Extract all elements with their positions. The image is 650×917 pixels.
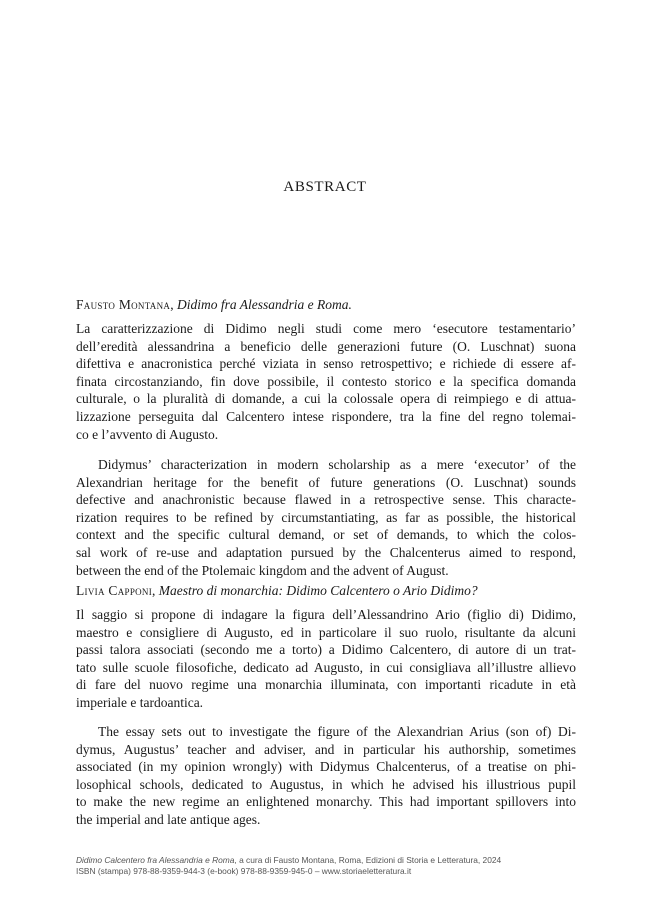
text-line: defective and anachronistic because flawed in a retrospective sense. This characte- — [76, 492, 576, 508]
text-line: difettiva e anacronistica perché viziata in senso retrospettivo; e richiede di essere af- — [76, 356, 576, 372]
text-line: The essay sets out to investigate the figure of the Alexandrian Arius (son of) Di- — [98, 724, 576, 739]
text-line: La caratterizzazione di Didimo negli studi come mero ‘esecutore testamentario’ — [76, 321, 576, 336]
abstract-english-capponi — [76, 723, 576, 829]
page-title: ABSTRACT — [283, 179, 367, 195]
entry-separator: , — [170, 297, 177, 312]
text-line: Didymus’ characterization in modern scholarship as a mere ‘executor’ of the — [98, 457, 576, 472]
footer-citation — [76, 855, 576, 866]
text-line: losophical schools, dedicated to Augustus, in which he advised his illustrious pupil — [76, 776, 576, 792]
text-line: lizzazione perseguita dal Calcentero intese rispondere, tra la fine del regno tolemai- — [76, 408, 576, 424]
text-line: to make the new regime an enlightened monarchy. This had important spillovers into — [76, 794, 576, 810]
entry-title: Maestro di monarchia: Didimo Calcentero o Ario Didimo? — [158, 583, 478, 598]
text-line: rization requires to be refined by circumstantiating, as far as possible, the historical — [76, 509, 576, 525]
entry-separator: , — [152, 583, 159, 598]
footer-publisher: , a cura di Fausto Montana, Roma, Edizioni di Storia e Letteratura, 2024 — [234, 855, 502, 865]
text-line: maestro e consigliere di Augusto, ed in particolare il suo ruolo, risultante da alcuni — [76, 624, 576, 640]
footer-book-title: Didimo Calcentero fra Alessandria e Roma — [76, 855, 235, 865]
abstract-italian-montana — [76, 320, 576, 443]
text-line: tato sulle scuole filosofiche, dedicato ad Augusto, in cui consigliava all’illustre allievo — [76, 659, 576, 675]
text-line: imperiale e tardoantica. — [76, 694, 204, 710]
text-line: sal work of re-use and adaptation pursued by the Chalcenterus aimed to respond, — [76, 544, 576, 560]
text-line: culturale, o la pluralità di domande, a cui la colossale opera di reimpiego e di attua- — [76, 391, 576, 407]
entry-heading-montana — [76, 297, 576, 313]
text-line: the imperial and late antique ages. — [76, 811, 261, 827]
text-line: passi talora associati (secondo me a torto) a Didimo Calcentero, di autore di un trat- — [76, 642, 576, 658]
text-line: between the end of the Ptolemaic kingdom and the advent of August. — [76, 562, 449, 578]
page-footer — [76, 855, 576, 877]
text-line: Il saggio si propone di indagare la figura dell’Alessandrino Ario (figlio di) Didimo, — [76, 607, 576, 622]
text-line: dymus, Augustus’ teacher and adviser, and in particular his authorship, sometimes — [76, 741, 576, 757]
text-line: Alexandrian heritage for the benefit of future generations (O. Luschnat) sounds — [76, 474, 576, 490]
text-line: co e l’avvento di Augusto. — [76, 426, 219, 442]
abstract-english-montana — [76, 456, 576, 579]
footer-isbn: ISBN (stampa) 978-88-9359-944-3 (e-book) 978-88-9359-945-0 – www.storiaeletteratura.it — [76, 866, 412, 876]
entry-author: Fausto Montana — [76, 297, 171, 312]
text-line: associated (in my opinion wrongly) with Didymus Chalcenterus, of a treatise on phi- — [76, 759, 576, 775]
entry-author: Livia Capponi — [76, 583, 153, 598]
text-line: di fare del nuovo regime una monarchia illuminata, con importanti ricadute in età — [76, 677, 576, 693]
text-line: finata circostanziando, fin dove possibile, il contesto storico e la specifica domanda — [76, 373, 576, 389]
entry-title: Didimo fra Alessandria e Roma. — [176, 297, 352, 312]
text-line: context and the specific cultural demand, or set of demands, to which the colos- — [76, 527, 576, 543]
entry-heading-capponi — [76, 583, 576, 599]
text-line: dell’eredità alessandrina a beneficio delle generazioni future (O. Luschnat) suona — [76, 338, 576, 354]
abstract-italian-capponi — [76, 606, 576, 712]
